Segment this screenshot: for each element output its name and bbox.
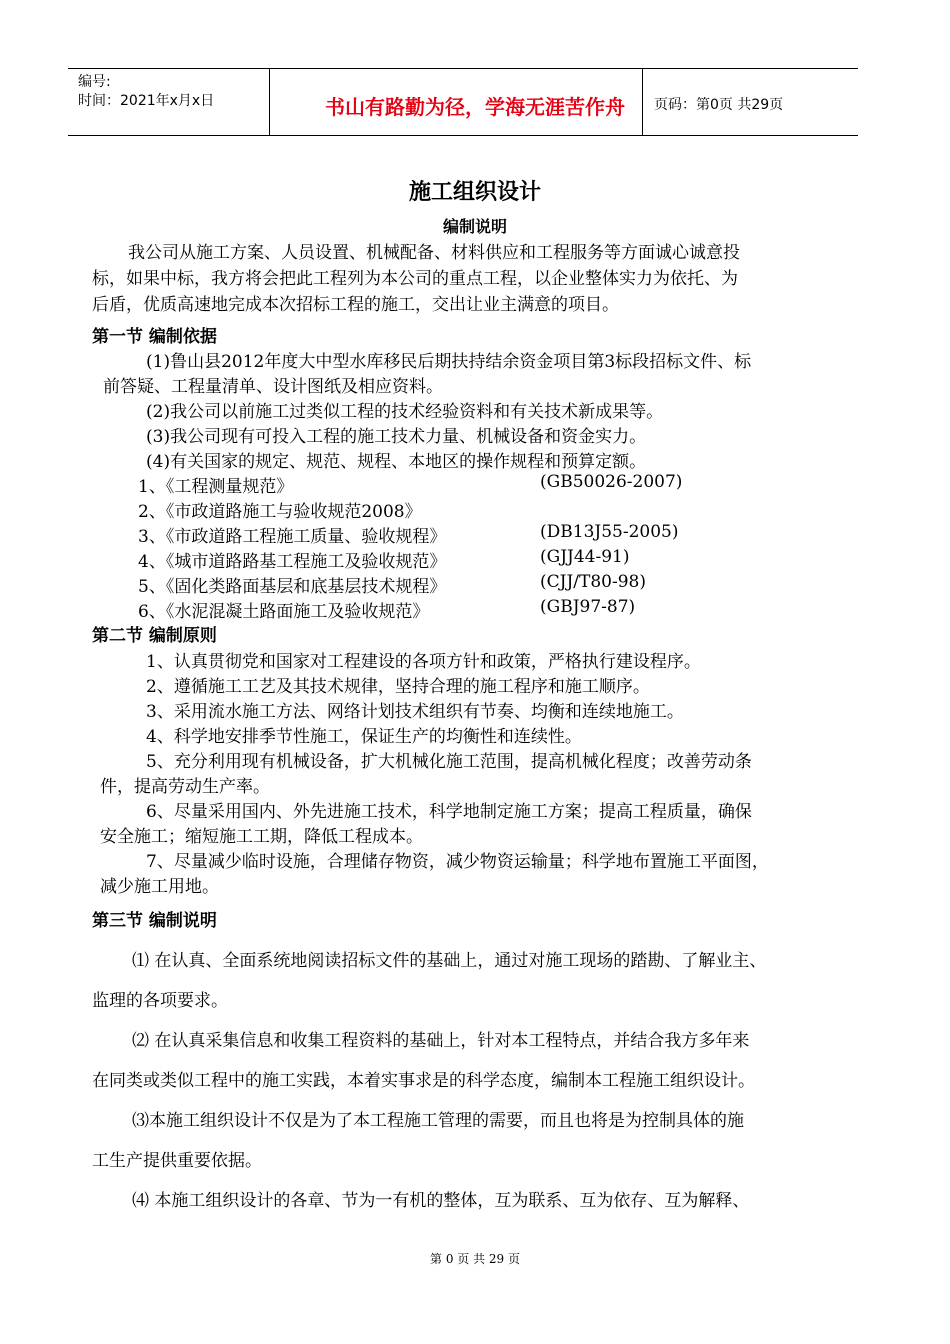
basis-line: (4)有关国家的规定、规范、规程、本地区的操作规程和预算定额。 <box>146 452 647 472</box>
principle-line: 减少施工用地。 <box>100 877 219 897</box>
standard-name: 4、《城市道路路基工程施工及验收规范》 <box>138 552 447 572</box>
document-title: 施工组织设计 <box>408 180 541 205</box>
document-subtitle: 编制说明 <box>442 217 507 236</box>
principle-line: 6、尽量采用国内、外先进施工技术，科学地制定施工方案；提高工程质量，确保 <box>146 802 752 822</box>
basis-line: 前答疑、工程量清单、设计图纸及相应资料。 <box>103 377 443 397</box>
section-heading: 第三节 编制说明 <box>92 911 217 931</box>
header-table <box>68 68 858 136</box>
principle-line: 2、遵循施工工艺及其技术规律，坚持合理的施工程序和施工顺序。 <box>146 677 650 697</box>
intro-line: 后盾，优质高速地完成本次招标工程的施工，交出让业主满意的项目。 <box>92 295 619 315</box>
header-meta <box>78 73 214 111</box>
standard-name: 2、《市政道路施工与验收规范2008》 <box>138 502 422 522</box>
intro-line: 我公司从施工方案、人员设置、机械配备、材料供应和工程服务等方面诚心诚意投 <box>128 243 740 263</box>
explanation-line: ⑵ 在认真采集信息和收集工程资料的基础上，针对本工程特点，并结合我方多年来 <box>132 1031 750 1051</box>
basis-line: (2)我公司以前施工过类似工程的技术经验资料和有关技术新成果等。 <box>146 402 664 422</box>
standard-name: 6、《水泥混凝土路面施工及验收规范》 <box>138 602 430 622</box>
page-label: 页码：第0页 共29页 <box>654 97 784 113</box>
standard-code: (GBJ97-87) <box>540 597 636 617</box>
explanation-line: ⑴ 在认真、全面系统地阅读招标文件的基础上，通过对施工现场的踏勘、了解业主、 <box>132 951 767 971</box>
principle-line: 5、充分利用现有机械设备，扩大机械化施工范围，提高机械化程度；改善劳动条 <box>146 752 752 772</box>
principle-line: 1、认真贯彻党和国家对工程建设的各项方针和政策，严格执行建设程序。 <box>146 652 701 672</box>
intro-line: 标，如果中标，我方将会把此工程列为本公司的重点工程，以企业整体实力为依托、为 <box>92 269 738 289</box>
section-heading: 第二节 编制原则 <box>92 626 217 646</box>
time-label: 时间：2021年x月x日 <box>78 93 215 109</box>
standard-name: 1、《工程测量规范》 <box>138 477 294 497</box>
principle-line: 安全施工；缩短施工工期，降低工程成本。 <box>100 827 423 847</box>
principle-line: 3、采用流水施工方法、网络计划技术组织有节奏、均衡和连续地施工。 <box>146 702 684 722</box>
standard-name: 5、《固化类路面基层和底基层技术规程》 <box>138 577 447 597</box>
principle-line: 4、科学地安排季节性施工，保证生产的均衡性和连续性。 <box>146 727 582 747</box>
explanation-line: ⑶本施工组织设计不仅是为了本工程施工管理的需要，而且也将是为控制具体的施 <box>132 1111 744 1131</box>
standard-code: (CJJ/T80-98) <box>540 572 646 592</box>
standard-name: 3、《市政道路工程施工质量、验收规程》 <box>138 527 447 547</box>
explanation-line: 监理的各项要求。 <box>92 991 228 1011</box>
number-label: 编号: <box>78 74 111 90</box>
explanation-line: 在同类或类似工程中的施工实践，本着实事求是的科学态度，编制本工程施工组织设计。 <box>92 1071 755 1091</box>
standard-code: (GB50026-2007) <box>540 472 683 492</box>
standard-code: (DB13J55-2005) <box>540 522 679 542</box>
explanation-line: 工生产提供重要依据。 <box>92 1151 262 1171</box>
explanation-line: ⑷ 本施工组织设计的各章、节为一有机的整体，互为联系、互为依存、互为解释、 <box>132 1191 750 1211</box>
header-divider <box>269 69 270 135</box>
basis-line: (3)我公司现有可投入工程的施工技术力量、机械设备和资金实力。 <box>146 427 647 447</box>
standard-code: (GJJ44-91) <box>540 547 630 567</box>
page-footer: 第 0 页 共 29 页 <box>430 1252 520 1266</box>
principle-line: 7、尽量减少临时设施，合理储存物资，减少物资运输量；科学地布置施工平面图， <box>146 852 769 872</box>
section-heading: 第一节 编制依据 <box>92 327 217 347</box>
basis-line: (1)鲁山县2012年度大中型水库移民后期扶持结余资金项目第3标段招标文件、标 <box>146 352 752 372</box>
header-motto: 书山有路勤为径，学海无涯苦作舟 <box>325 95 625 119</box>
principle-line: 件，提高劳动生产率。 <box>100 777 270 797</box>
